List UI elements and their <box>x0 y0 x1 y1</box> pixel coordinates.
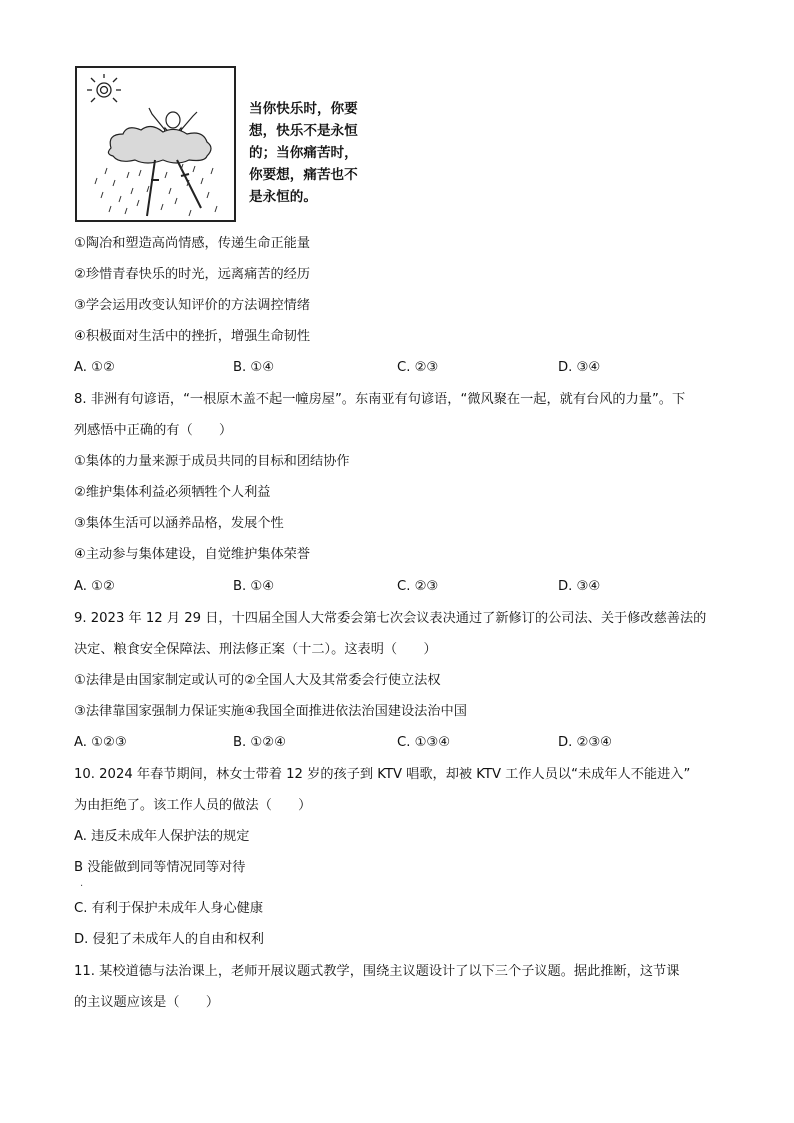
q8-item-1: ①集体的力量来源于成员共同的目标和团结协作 <box>74 454 350 469</box>
caption-line: 的；当你痛苦时， <box>249 145 358 161</box>
q9-option-b: B. ①②④ <box>233 735 286 750</box>
q8-option-a: A. ①② <box>74 579 115 594</box>
caption-line: 你要想，痛苦也不 <box>249 167 358 183</box>
cartoon-illustration <box>77 68 234 220</box>
q8-option-c: C. ②③ <box>397 579 439 594</box>
sun-icon <box>87 74 121 102</box>
q7-option-c: C. ②③ <box>397 360 439 375</box>
q10-stem-line-1: 10. 2024 年春节期间，林女士带着 12 岁的孩子到 KTV 唱歌，却被 KTV 工作人员以“未成年人不能进入” <box>74 767 691 782</box>
q9-stem-line-1: 9. 2023 年 12 月 29 日，十四届全国人大常委会第七次会议表决通过了新修订的公司法、关于修改慈善法的 <box>74 611 707 626</box>
cloud-icon <box>108 126 211 163</box>
cartoon-figure <box>75 66 236 222</box>
q8-item-2: ②维护集体利益必须牺牲个人利益 <box>74 485 271 500</box>
q9-option-a: A. ①②③ <box>74 735 127 750</box>
q9-item-2: ③法律靠国家强制力保证实施④我国全面推进依法治国建设法治中国 <box>74 704 467 719</box>
stilts-icon <box>147 160 201 216</box>
q10-option-d: D. 侵犯了未成年人的自由和权利 <box>74 932 264 947</box>
q8-stem-line-1: 8. 非洲有句谚语，“一根原木盖不起一幢房屋”。东南亚有句谚语，“微风聚在一起，就有台风的力量”。下 <box>74 392 686 407</box>
stray-mark: . <box>80 878 84 889</box>
q10-stem-line-2: 为由拒绝了。该工作人员的做法（ ） <box>74 798 312 813</box>
figure-caption <box>249 98 358 208</box>
q8-item-3: ③集体生活可以涵养品格，发展个性 <box>74 516 284 531</box>
q10-option-a: A. 违反未成年人保护法的规定 <box>74 829 250 844</box>
q10-option-c: C. 有利于保护未成年人身心健康 <box>74 901 264 916</box>
q11-stem-line-2: 的主议题应该是（ ） <box>74 995 220 1010</box>
q11-stem-line-1: 11. 某校道德与法治课上，老师开展议题式教学，围绕主议题设计了以下三个子议题。据此推断，这节课 <box>74 964 680 979</box>
q8-item-4: ④主动参与集体建设，自觉维护集体荣誉 <box>74 547 311 562</box>
q10-option-b: B 没能做到同等情况同等对待 <box>74 860 246 875</box>
q7-item-2: ②珍惜青春快乐的时光，远离痛苦的经历 <box>74 267 311 282</box>
q8-option-b: B. ①④ <box>233 579 275 594</box>
q9-item-1: ①法律是由国家制定或认可的②全国人大及其常委会行使立法权 <box>74 673 441 688</box>
caption-line: 当你快乐时，你要 <box>249 101 358 117</box>
q9-option-d: D. ②③④ <box>558 735 613 750</box>
q8-option-d: D. ③④ <box>558 579 601 594</box>
q7-option-a: A. ①② <box>74 360 115 375</box>
q7-item-3: ③学会运用改变认知评价的方法调控情绪 <box>74 298 311 313</box>
q9-stem-line-2: 决定、粮食安全保障法、刑法修正案（十二）。这表明（ ） <box>74 642 437 657</box>
caption-line: 想，快乐不是永恒 <box>249 123 358 139</box>
q7-item-1: ①陶冶和塑造高尚情感，传递生命正能量 <box>74 236 311 251</box>
q9-option-c: C. ①③④ <box>397 735 451 750</box>
caption-line: 是永恒的。 <box>249 189 317 205</box>
q7-option-b: B. ①④ <box>233 360 275 375</box>
q8-stem-line-2: 列感悟中正确的有（ ） <box>74 423 233 438</box>
rain-icon <box>95 164 217 216</box>
q7-item-4: ④积极面对生活中的挫折，增强生命韧性 <box>74 329 311 344</box>
q7-option-d: D. ③④ <box>558 360 601 375</box>
